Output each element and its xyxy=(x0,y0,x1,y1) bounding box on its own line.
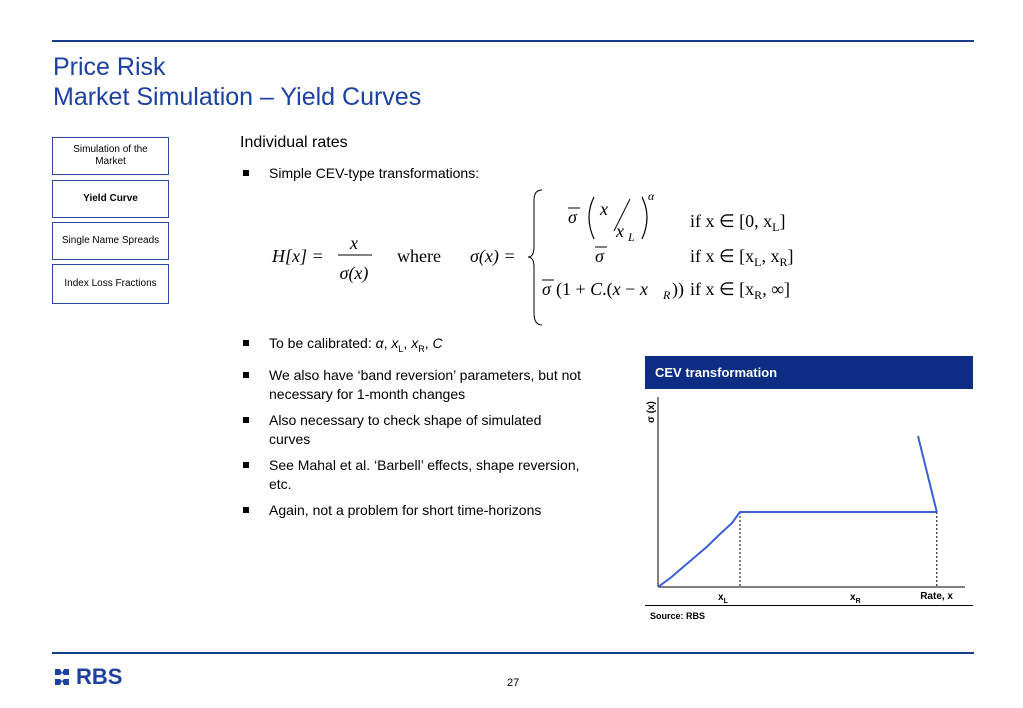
svg-text:R: R xyxy=(663,288,671,302)
svg-text:(1 + C.(x − x: (1 + C.(x − x xyxy=(556,279,648,299)
svg-text:α: α xyxy=(648,189,655,203)
series-line-rising xyxy=(918,436,937,512)
svg-text:if x ∈ [xL, xR]: if x ∈ [$x_L$, $x_R$] xyxy=(690,246,794,269)
bullet-square-icon xyxy=(243,417,249,423)
bullet-list xyxy=(243,334,583,527)
sidebar-item-label: Single Name Spreads xyxy=(61,235,160,246)
list-item xyxy=(243,366,583,404)
bullet-text: See Mahal et al. ‘Barbell’ effects, shape reversion, etc. xyxy=(269,456,580,492)
top-rule xyxy=(52,40,974,42)
svg-text:)): )) xyxy=(672,279,684,299)
bullet-text: Again, not a problem for short time-horizons xyxy=(269,501,542,518)
sidebar-item-label: Yield Curve xyxy=(83,193,138,204)
case-1-cond: if x ∈ [0, $x_L$] xyxy=(690,211,786,234)
formula-lhs: H[x] = xyxy=(272,246,324,266)
title-line-2: Market Simulation – Yield Curves xyxy=(53,83,422,111)
x-axis-label: Rate, x xyxy=(920,591,953,602)
bottom-rule xyxy=(52,652,974,654)
title-line-1: Price Risk xyxy=(53,53,166,81)
sidebar-item-index-loss-fractions[interactable] xyxy=(52,264,169,304)
svg-text:σ: σ xyxy=(568,207,577,227)
list-item: To be calibrated: α, $x_L$, $x_R$, C xyxy=(243,334,583,359)
bullet-square-icon xyxy=(243,170,249,176)
formula-sigma-lhs: σ(x) = xyxy=(470,246,516,266)
list-item xyxy=(243,411,583,449)
bullet-text: Also necessary to check shape of simulated curves xyxy=(269,411,542,447)
bullet-square-icon xyxy=(243,372,249,378)
case-2 xyxy=(595,246,794,269)
bullet-square-icon xyxy=(243,340,249,346)
section-title: Individual rates xyxy=(240,134,348,151)
sidebar-item-single-name-spreads[interactable] xyxy=(52,222,169,260)
cev-chart xyxy=(640,395,970,605)
y-axis-label: σ (x) xyxy=(646,401,657,423)
case-3 xyxy=(542,279,790,302)
formula-denominator: σ(x) xyxy=(339,263,369,283)
rbs-daisy-icon xyxy=(52,667,72,687)
logo-text: RBS xyxy=(76,664,123,689)
svg-text:x: x xyxy=(616,221,624,241)
bullet-text: Simple CEV-type transformations: xyxy=(269,165,480,181)
list-item xyxy=(243,164,479,183)
x-tick-xr: $x_R$ xyxy=(850,592,861,605)
chart-header: CEV transformation xyxy=(645,356,973,389)
chart-source: Source: RBS xyxy=(650,611,706,621)
svg-text:L: L xyxy=(628,230,635,244)
sidebar-item-yield-curve[interactable] xyxy=(52,180,169,218)
formula-numerator: x xyxy=(350,233,358,253)
svg-text:σ: σ xyxy=(595,246,604,266)
rbs-logo xyxy=(52,664,122,690)
list-item xyxy=(243,456,583,494)
page-number: 27 xyxy=(507,677,520,689)
svg-text:if x ∈ [xR, ∞]: if x ∈ [$x_R$, ∞] xyxy=(690,279,791,302)
sidebar-item-label: Simulation of the Market xyxy=(73,144,148,167)
bullet-square-icon xyxy=(243,462,249,468)
chart-divider xyxy=(645,605,973,606)
case-1 xyxy=(568,189,786,244)
cev-formula xyxy=(250,185,820,330)
sidebar-item-label: Index Loss Fractions xyxy=(64,278,157,289)
sidebar-item-simulation-of-the-market[interactable] xyxy=(52,137,169,175)
case-brace xyxy=(528,190,542,325)
bullet-text: We also have ‘band reversion’ parameters, but not necessary for 1-month changes xyxy=(269,366,582,402)
list-item xyxy=(243,501,583,520)
page-title xyxy=(53,52,421,112)
series-line xyxy=(658,512,937,587)
svg-text:x: x xyxy=(600,199,608,219)
formula-where: where xyxy=(397,246,441,266)
bullet-square-icon xyxy=(243,507,249,513)
svg-text:σ: σ xyxy=(542,279,551,299)
x-tick-xl: $x_L$ xyxy=(718,592,728,605)
